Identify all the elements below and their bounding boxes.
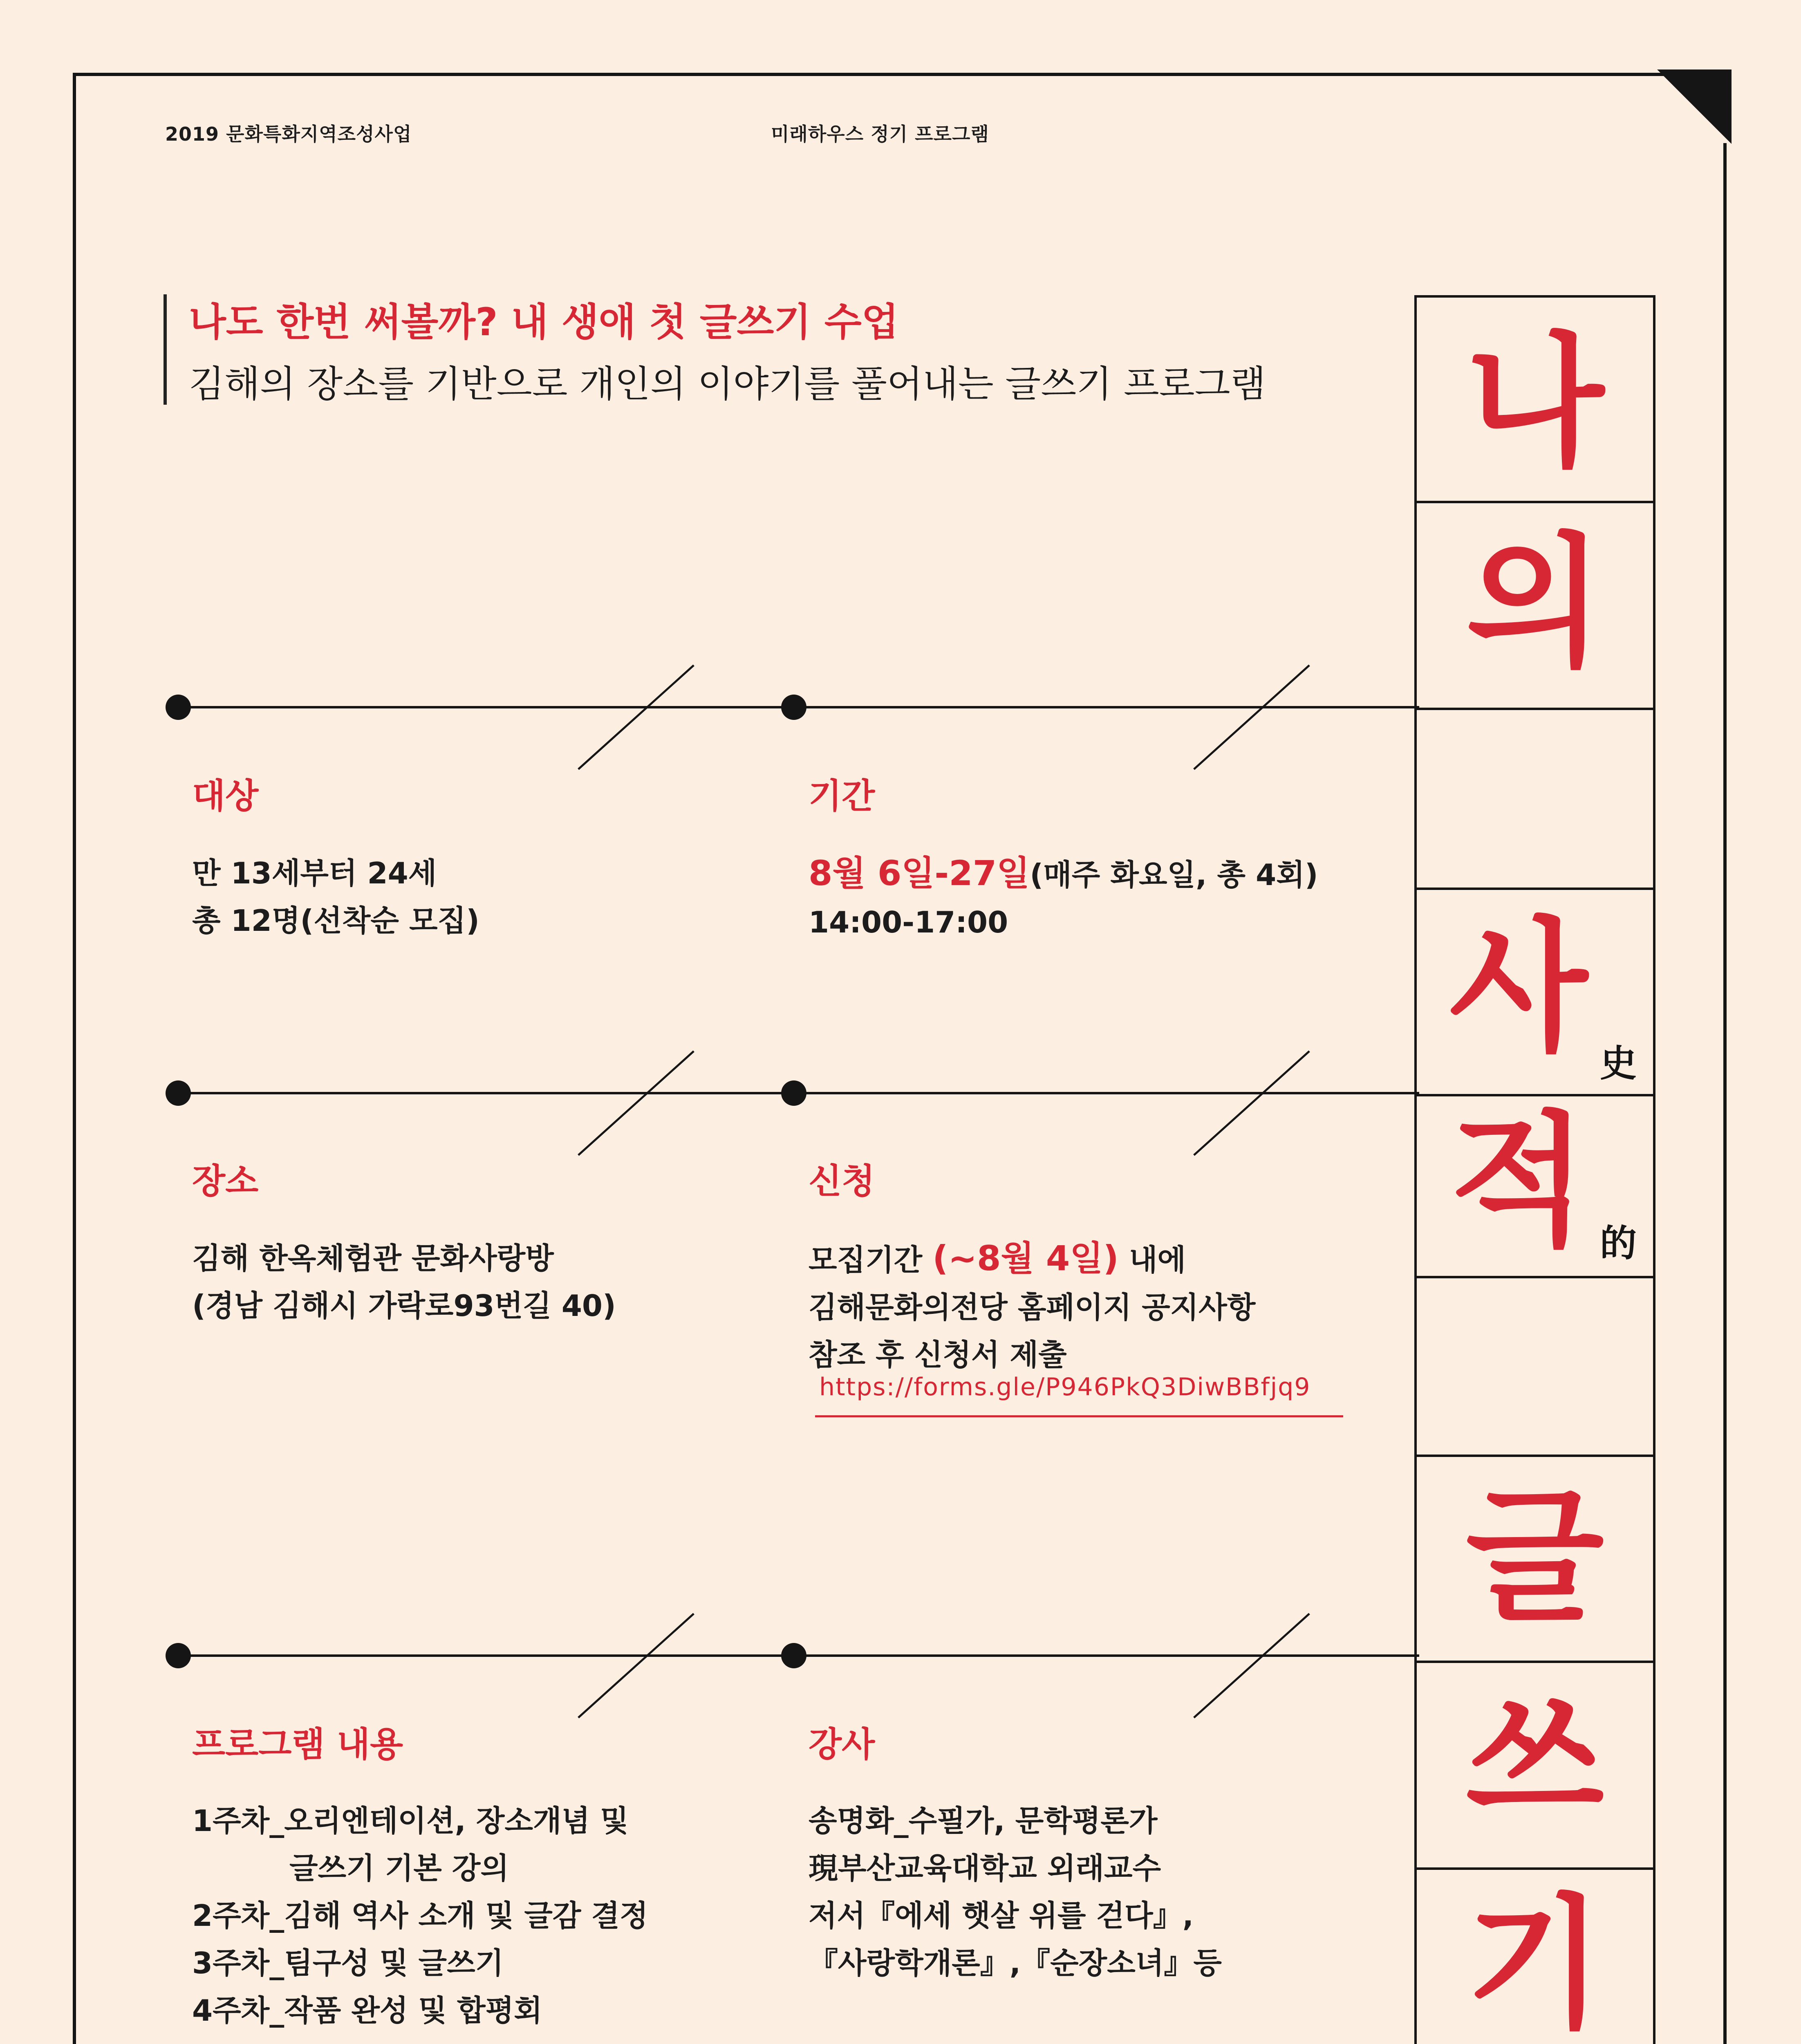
program-week1-cont: 글쓰기 기본 강의 (289, 1851, 509, 1885)
timeline-dot (166, 695, 191, 720)
period-label: 기간 (809, 776, 875, 816)
title-divider (1417, 1867, 1653, 1870)
title-divider (1417, 1661, 1653, 1663)
header-subtitle: 미래하우스 정기 프로그램 (771, 123, 989, 145)
program-week3: 3주차_팀구성 및 글쓰기 (192, 1946, 504, 1980)
timeline-dot (781, 695, 806, 720)
lecturer-label: 강사 (809, 1724, 875, 1764)
period-schedule: (매주 화요일, 총 4회) (1030, 858, 1318, 892)
url-underline (815, 1415, 1343, 1417)
title-hanja-sa: 史 (1600, 1042, 1637, 1085)
apply-url-link[interactable]: https://forms.gle/P946PkQ3DiwBBfjq9 (819, 1373, 1311, 1401)
title-divider (1417, 708, 1653, 710)
title-divider (1417, 1276, 1653, 1278)
target-info (192, 849, 479, 944)
header-program-name: 2019 문화특화지역조성사업 (165, 123, 412, 145)
title-divider (1417, 1455, 1653, 1457)
title-char-na: 나 (1465, 318, 1604, 486)
title-char-sseu: 쓰 (1465, 1675, 1604, 1843)
target-capacity: 총 12명(선착순 모집) (192, 903, 480, 938)
timeline-dot (166, 1643, 191, 1668)
lecturer-info (809, 1797, 1222, 1987)
target-age: 만 13세부터 24세 (192, 856, 437, 890)
apply-instruction: 참조 후 신청서 제출 (809, 1338, 1067, 1372)
place-info (192, 1235, 616, 1329)
place-label: 장소 (192, 1161, 259, 1201)
apply-info (809, 1235, 1255, 1378)
title-char-jeok: 적 (1449, 1096, 1588, 1265)
timeline-dot (781, 1080, 806, 1106)
period-time: 14:00-17:00 (809, 905, 1008, 939)
apply-period-prefix: 모집기간 (809, 1243, 933, 1277)
program-week2: 2주차_김해 역사 소개 및 글감 결정 (192, 1898, 648, 1933)
program-list (192, 1797, 648, 2034)
period-info (809, 849, 1318, 946)
lecturer-name: 송명화_수필가, 문학평론가 (809, 1804, 1158, 1838)
place-address: (경남 김해시 가락로93번길 40) (192, 1289, 616, 1323)
timeline-dot (781, 1643, 806, 1668)
intro-bar (164, 294, 167, 405)
target-label: 대상 (192, 776, 259, 816)
title-hanja-jeok: 的 (1600, 1221, 1637, 1265)
place-name: 김해 한옥체험관 문화사랑방 (192, 1241, 554, 1275)
lecturer-books-cont: 『사랑학개론』,『순장소녀』등 (809, 1946, 1222, 1980)
folded-corner (1657, 69, 1732, 144)
intro-subline: 김해의 장소를 기반으로 개인의 이야기를 풀어내는 글쓰기 프로그램 (189, 363, 1266, 406)
apply-period-suffix: 내에 (1118, 1243, 1186, 1277)
title-column (1414, 295, 1655, 2044)
program-week1: 1주차_오리엔테이션, 장소개념 및 (192, 1804, 629, 1838)
title-char-ui: 의 (1465, 518, 1604, 686)
period-dates: 8월 6일-27일 (809, 853, 1030, 893)
title-char-sa: 사 (1449, 902, 1588, 1071)
title-divider (1417, 501, 1653, 503)
timeline-dot (166, 1080, 191, 1106)
intro-headline: 나도 한번 써볼까? 내 생애 첫 글쓰기 수업 (189, 300, 899, 345)
apply-deadline: (~8월 4일) (932, 1238, 1119, 1278)
title-divider (1417, 888, 1653, 890)
program-week4: 4주차_작품 완성 및 합평회 (192, 1993, 542, 2028)
title-char-geul: 글 (1465, 1472, 1604, 1641)
title-char-gi: 기 (1465, 1879, 1604, 2044)
lecturer-books: 저서『에세 햇살 위를 걷다』, (809, 1898, 1194, 1933)
lecturer-position: 現부산교육대학교 외래교수 (809, 1851, 1161, 1885)
apply-notice: 김해문화의전당 홈페이지 공지사항 (809, 1290, 1256, 1325)
apply-label: 신청 (809, 1161, 875, 1201)
program-label: 프로그램 내용 (192, 1724, 403, 1764)
